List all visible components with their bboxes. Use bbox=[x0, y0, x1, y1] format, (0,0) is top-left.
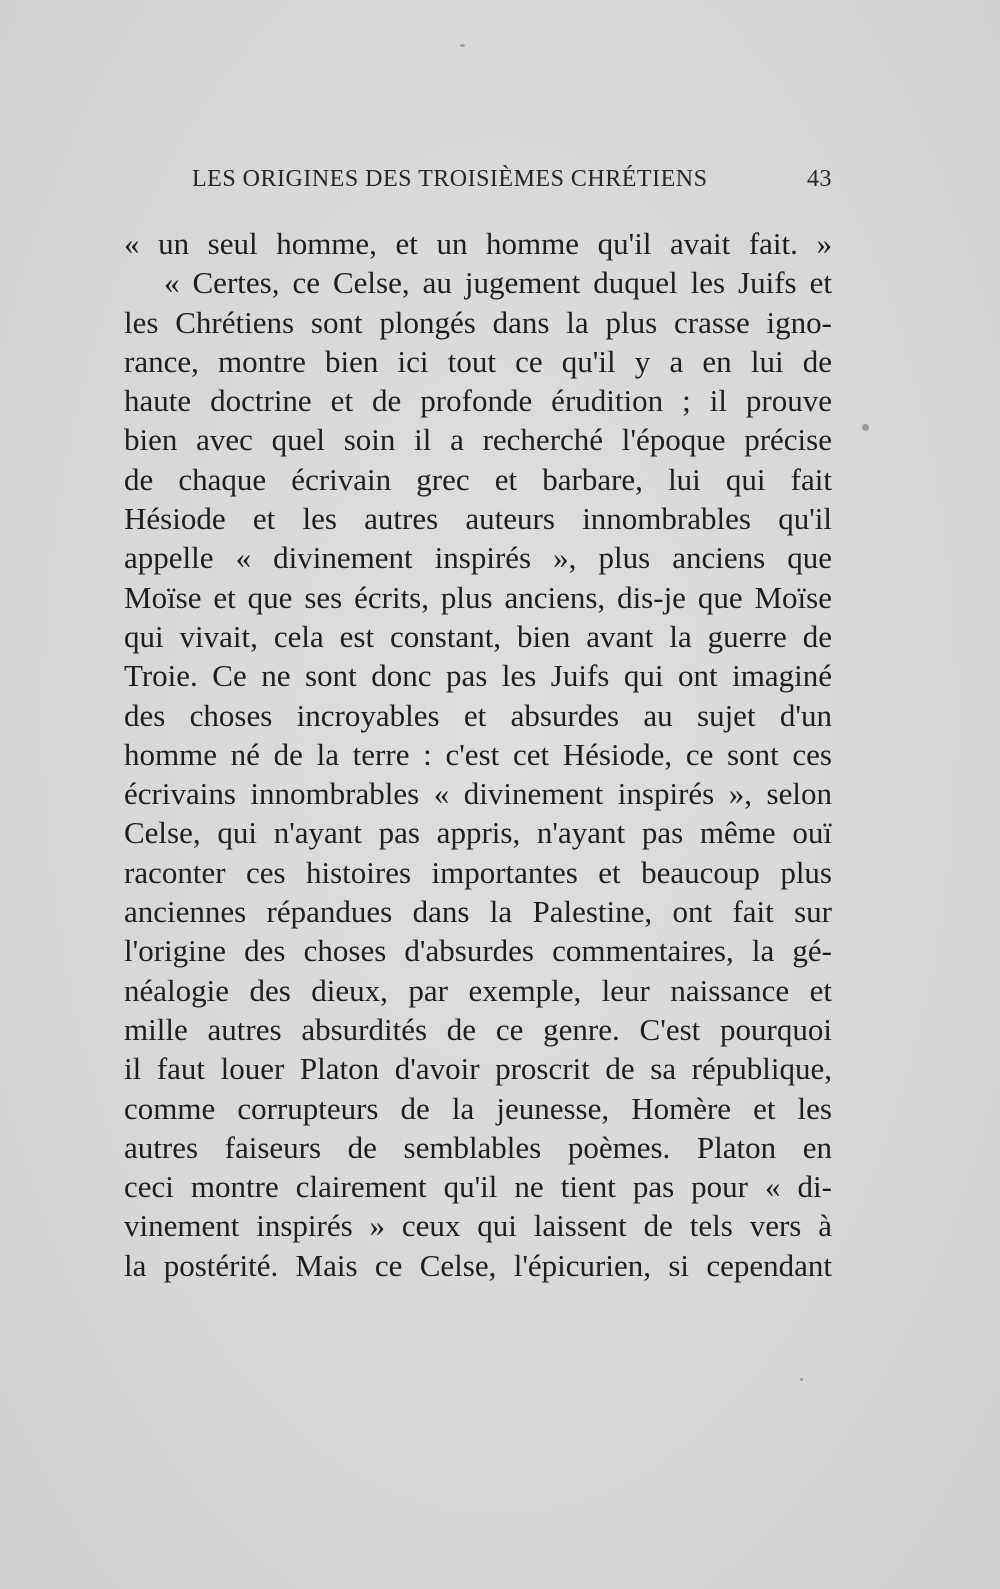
text-line: vinement inspirés » ceux qui laissent de tels vers à bbox=[124, 1208, 832, 1244]
text-line: Moïse et que ses écrits, plus anciens, dis-je que Moïse bbox=[124, 579, 832, 615]
paper-speck bbox=[862, 424, 869, 431]
text-line: Hésiode et les autres auteurs innombrables qu'il bbox=[124, 501, 832, 537]
text-line: écrivains innombrables « divinement inspirés », selon bbox=[124, 776, 832, 812]
text-line: « Certes, ce Celse, au jugement duquel les Juifs et bbox=[164, 265, 832, 301]
text-line: néalogie des dieux, par exemple, leur naissance et bbox=[124, 972, 832, 1008]
page-number: 43 bbox=[807, 166, 832, 192]
text-line: l'origine des choses d'absurdes commentaires, la gé- bbox=[124, 933, 832, 969]
text-line: la postérité. Mais ce Celse, l'épicurien, si cependant bbox=[124, 1247, 832, 1283]
body-text bbox=[124, 224, 832, 1285]
text-line: homme né de la terre : c'est cet Hésiode, ce sont ces bbox=[124, 736, 832, 772]
text-line: des choses incroyables et absurdes au sujet d'un bbox=[124, 697, 832, 733]
text-line: Troie. Ce ne sont donc pas les Juifs qui ont imaginé bbox=[124, 658, 832, 694]
text-line: de chaque écrivain grec et barbare, lui qui fait bbox=[124, 461, 832, 497]
text-line: anciennes répandues dans la Palestine, ont fait sur bbox=[124, 894, 832, 930]
text-line: autres faiseurs de semblables poèmes. Platon en bbox=[124, 1129, 832, 1165]
text-line: appelle « divinement inspirés », plus anciens que bbox=[124, 540, 832, 576]
text-line: il faut louer Platon d'avoir proscrit de sa république, bbox=[124, 1051, 832, 1087]
text-line: les Chrétiens sont plongés dans la plus crasse igno- bbox=[124, 304, 832, 340]
text-line: qui vivait, cela est constant, bien avant la guerre de bbox=[124, 618, 832, 654]
text-line: raconter ces histoires importantes et beaucoup plus bbox=[124, 854, 832, 890]
paper-speck bbox=[800, 1378, 803, 1381]
running-head bbox=[192, 166, 832, 196]
text-line: comme corrupteurs de la jeunesse, Homère et les bbox=[124, 1090, 832, 1126]
paper-speck bbox=[460, 44, 465, 47]
text-line: haute doctrine et de profonde érudition ; il prouve bbox=[124, 383, 832, 419]
text-line: rance, montre bien ici tout ce qu'il y a en lui de bbox=[124, 343, 832, 379]
text-line: Celse, qui n'ayant pas appris, n'ayant pas même ouï bbox=[124, 815, 832, 851]
running-head-title: LES ORIGINES DES TROISIÈMES CHRÉTIENS bbox=[192, 166, 708, 192]
text-line: « un seul homme, et un homme qu'il avait fait. » bbox=[124, 226, 832, 261]
text-line: bien avec quel soin il a recherché l'époque précise bbox=[124, 422, 832, 458]
text-line: mille autres absurdités de ce genre. C'est pourquoi bbox=[124, 1011, 832, 1047]
text-line: ceci montre clairement qu'il ne tient pas pour « di- bbox=[124, 1169, 832, 1205]
